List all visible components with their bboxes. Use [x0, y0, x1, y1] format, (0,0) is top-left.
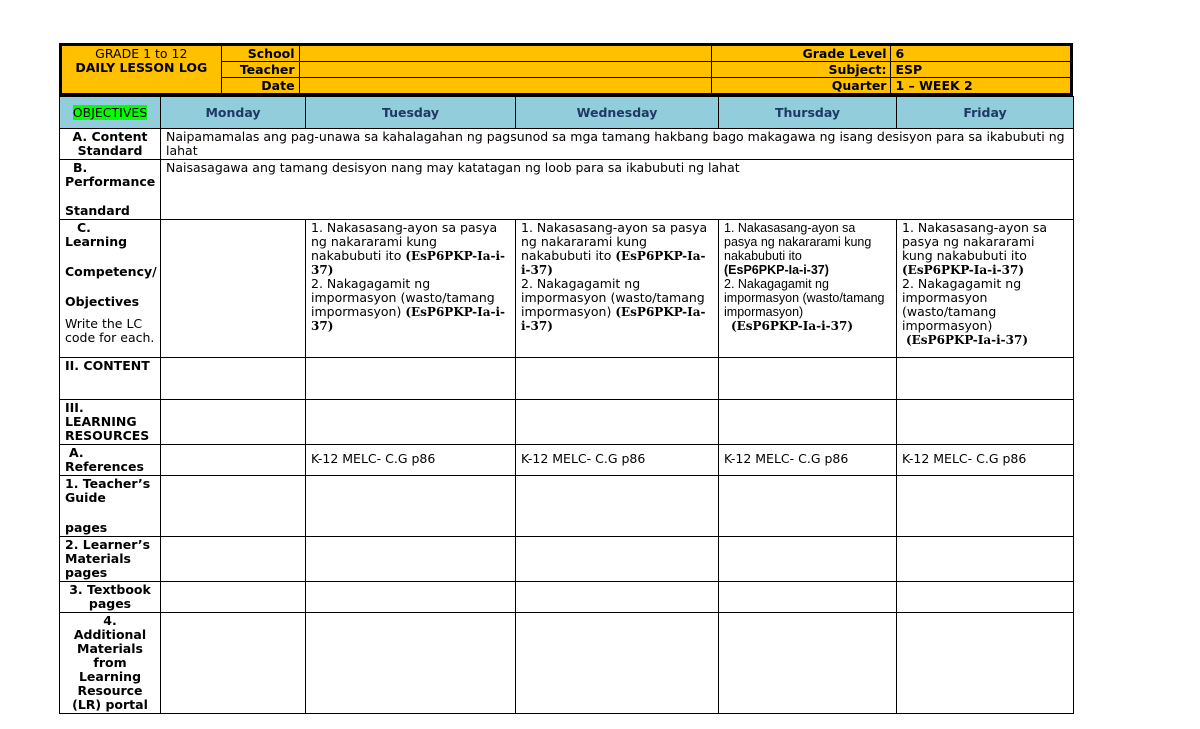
lc-friday-item1: 1. Nakasasang-ayon sa pasya ng nakararami kung nakabubuti ito: [902, 220, 1048, 263]
day-header-row: [60, 97, 1074, 129]
references-label-line1: A.: [69, 445, 84, 460]
tg-label-line2: Guide: [65, 490, 106, 505]
lc-friday[interactable]: [897, 220, 1074, 358]
lc-note: Write the LC code for each.: [65, 316, 155, 345]
lm-friday[interactable]: [897, 537, 1074, 582]
teachers-guide-label: [60, 476, 161, 537]
lc-thursday-item2: 2. Nakagagamit ng impormasyon (wasto/tamang impormasyon): [724, 277, 885, 319]
header-table: [59, 43, 1073, 96]
tg-monday[interactable]: [161, 476, 306, 537]
content-standard-label: [60, 129, 161, 160]
teacher-label: Teacher: [221, 62, 299, 78]
lc-wednesday-item2: 2. Nakagagamit ng impormasyon (wasto/tamang impormasyon): [521, 276, 705, 319]
lc-thursday[interactable]: [719, 220, 897, 358]
lm-label-line3: pages: [65, 565, 108, 580]
tg-label-line3: pages: [65, 520, 108, 535]
lc-wednesday-item1: 1. Nakasasang-ayon sa pasya ng nakararami kung nakabubuti ito: [521, 220, 708, 263]
content-standard-text: Naipamamalas ang pag-unawa sa kahalagahan ng pagsunod sa mga tamang hakbang bago makagawa ng isang desisyon para sa ikabubuti ng lahat: [161, 129, 1074, 160]
quarter-value[interactable]: 1 – WEEK 2: [891, 78, 1072, 95]
lc-monday[interactable]: [161, 220, 306, 358]
references-label-line2: References: [65, 459, 144, 474]
additional-materials-label: [60, 613, 161, 714]
tb-thursday[interactable]: [719, 582, 897, 613]
lesson-table: [59, 96, 1074, 714]
content-thursday[interactable]: [719, 358, 897, 400]
lc-wednesday[interactable]: [516, 220, 719, 358]
tg-label-line1: 1. Teacher’s: [65, 476, 151, 491]
learning-competency-row: [60, 220, 1074, 358]
school-value[interactable]: [299, 45, 711, 62]
am-label-line5: Resource: [77, 683, 143, 698]
tuesday-header: Tuesday: [306, 97, 516, 129]
textbook-label: [60, 582, 161, 613]
lc-label-line3: Competency/: [65, 264, 157, 279]
additional-materials-row: [60, 613, 1074, 714]
lc-label-line4: Objectives: [65, 294, 140, 309]
lm-label-line2: Materials: [65, 551, 131, 566]
learning-resources-label: [60, 400, 161, 445]
am-monday[interactable]: [161, 613, 306, 714]
thursday-header: Thursday: [719, 97, 897, 129]
subject-label: Subject:: [711, 62, 891, 78]
monday-header: Monday: [161, 97, 306, 129]
tb-friday[interactable]: [897, 582, 1074, 613]
lc-thursday-code1: (EsP6PKP-Ia-i-37): [724, 263, 829, 277]
am-label-line3: from: [93, 655, 127, 670]
lm-wednesday[interactable]: [516, 537, 719, 582]
am-tuesday[interactable]: [306, 613, 516, 714]
quarter-label: Quarter: [711, 78, 891, 95]
tb-tuesday[interactable]: [306, 582, 516, 613]
performance-standard-label: [60, 160, 161, 220]
performance-label-line1: B.: [73, 160, 88, 175]
objectives-header: [60, 97, 161, 129]
learning-competency-label: [60, 220, 161, 358]
content-monday[interactable]: [161, 358, 306, 400]
tb-monday[interactable]: [161, 582, 306, 613]
lm-tuesday[interactable]: [306, 537, 516, 582]
content-friday[interactable]: [897, 358, 1074, 400]
lc-thursday-item1: 1. Nakasasang-ayon sa pasya ng nakararami kung nakabubuti ito: [724, 221, 872, 263]
tg-wednesday[interactable]: [516, 476, 719, 537]
learners-materials-label: [60, 537, 161, 582]
resources-wednesday[interactable]: [516, 400, 719, 445]
date-label: Date: [221, 78, 299, 95]
subject-value[interactable]: ESP: [891, 62, 1072, 78]
school-label: School: [221, 45, 299, 62]
resources-label-line1: III.: [65, 400, 84, 415]
lc-wednesday-code1: (EsP6PKP-Ia-i-37): [521, 249, 706, 277]
content-row: [60, 358, 1074, 400]
textbook-row: [60, 582, 1074, 613]
performance-label-line3: Standard: [65, 203, 130, 218]
resources-monday[interactable]: [161, 400, 306, 445]
content-wednesday[interactable]: [516, 358, 719, 400]
learners-materials-row: [60, 537, 1074, 582]
lc-friday-code1: (EsP6PKP-Ia-i-37): [902, 263, 1025, 277]
grade-level-value[interactable]: 6: [891, 45, 1072, 62]
lc-tuesday-item1: 1. Nakasasang-ayon sa pasya ng nakararami kung nakabubuti ito: [311, 220, 498, 263]
references-wednesday[interactable]: K-12 MELC- C.G p86: [516, 445, 719, 476]
resources-friday[interactable]: [897, 400, 1074, 445]
lc-friday-item2: 2. Nakagagamit ng impormasyon (wasto/tamang impormasyon): [902, 276, 1022, 333]
am-thursday[interactable]: [719, 613, 897, 714]
references-tuesday[interactable]: K-12 MELC- C.G p86: [306, 445, 516, 476]
references-monday[interactable]: [161, 445, 306, 476]
lc-tuesday-code2: (EsP6PKP-Ia-i-37): [311, 305, 506, 333]
learning-resources-row: [60, 400, 1074, 445]
references-label: [60, 445, 161, 476]
am-label-line6: (LR) portal: [72, 697, 148, 712]
resources-tuesday[interactable]: [306, 400, 516, 445]
content-standard-label-line2: Standard: [77, 143, 143, 158]
lc-tuesday-code1: (EsP6PKP-Ia-i-37): [311, 249, 506, 277]
am-label-line2: Materials: [77, 641, 143, 656]
lc-thursday-code2: (EsP6PKP-Ia-i-37): [730, 319, 853, 333]
teachers-guide-row: [60, 476, 1074, 537]
tg-friday[interactable]: [897, 476, 1074, 537]
lc-tuesday[interactable]: [306, 220, 516, 358]
tg-thursday[interactable]: [719, 476, 897, 537]
lm-thursday[interactable]: [719, 537, 897, 582]
am-label-line4: Learning: [78, 669, 142, 684]
tb-label-line2: pages: [88, 596, 132, 611]
resources-label-line3: RESOURCES: [65, 428, 150, 443]
objectives-label: OBJECTIVES: [72, 104, 148, 120]
grade-range: GRADE 1 to 12: [95, 46, 188, 61]
tb-wednesday[interactable]: [516, 582, 719, 613]
am-label-line1: 4. Additional: [73, 613, 147, 642]
tg-tuesday[interactable]: [306, 476, 516, 537]
content-label: II. CONTENT: [60, 358, 161, 400]
lc-wednesday-code2: (EsP6PKP-Ia-i-37): [521, 305, 706, 333]
lc-label-line2: Learning: [65, 234, 128, 249]
content-standard-label-line1: A. Content: [72, 129, 148, 144]
performance-standard-row: [60, 160, 1074, 220]
performance-label-line2: Performance: [65, 174, 156, 189]
performance-standard-text: Naisasagawa ang tamang desisyon nang may katatagan ng loob para sa ikabubuti ng lahat: [161, 160, 1074, 220]
lm-monday[interactable]: [161, 537, 306, 582]
tb-label-line1: 3. Textbook: [69, 582, 151, 597]
references-thursday[interactable]: K-12 MELC- C.G p86: [719, 445, 897, 476]
teacher-value[interactable]: [299, 62, 711, 78]
lm-label-line1: 2. Learner’s: [65, 537, 151, 552]
references-friday[interactable]: K-12 MELC- C.G p86: [897, 445, 1074, 476]
daily-lesson-log-title: DAILY LESSON LOG: [75, 60, 208, 75]
content-tuesday[interactable]: [306, 358, 516, 400]
resources-label-line2: LEARNING: [65, 414, 137, 429]
lc-label-line1: C.: [77, 220, 91, 235]
grade-title-cell: [61, 45, 222, 95]
lc-tuesday-item2: 2. Nakagagamit ng impormasyon (wasto/tamang impormasyon): [311, 276, 495, 319]
date-value[interactable]: [299, 78, 711, 95]
friday-header: Friday: [897, 97, 1074, 129]
am-friday[interactable]: [897, 613, 1074, 714]
grade-level-label: Grade Level: [711, 45, 891, 62]
am-wednesday[interactable]: [516, 613, 719, 714]
resources-thursday[interactable]: [719, 400, 897, 445]
content-standard-row: [60, 129, 1074, 160]
wednesday-header: Wednesday: [516, 97, 719, 129]
lc-friday-code2: (EsP6PKP-Ia-i-37): [905, 333, 1029, 347]
references-row: [60, 445, 1074, 476]
